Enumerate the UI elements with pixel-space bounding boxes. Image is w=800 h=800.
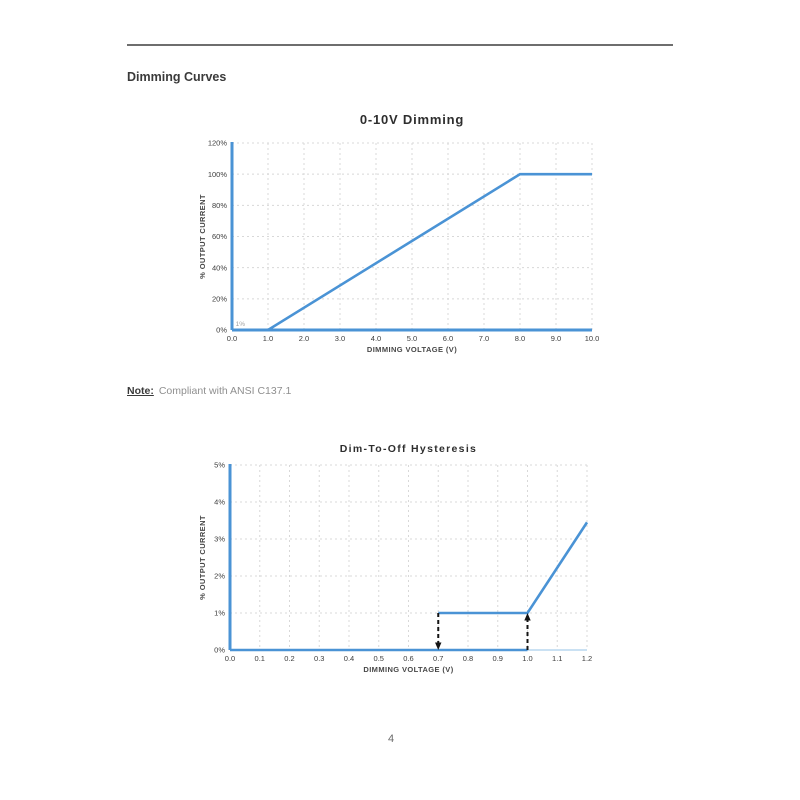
svg-text:1%: 1% [235,321,246,328]
svg-text:% OUTPUT CURRENT: % OUTPUT CURRENT [198,515,207,600]
svg-text:% OUTPUT CURRENT: % OUTPUT CURRENT [198,194,207,279]
svg-text:2.0: 2.0 [298,334,310,343]
dimming-chart-title: 0-10V Dimming [359,112,465,127]
svg-text:0.8: 0.8 [462,654,474,663]
svg-text:10.0: 10.0 [584,334,600,343]
dimming-curve-chart [193,131,613,365]
svg-text:80%: 80% [211,201,227,211]
svg-text:40%: 40% [211,263,227,273]
svg-text:0.9: 0.9 [492,654,503,663]
svg-text:0.1: 0.1 [254,654,265,663]
svg-text:4%: 4% [214,497,225,507]
note-text: Compliant with ANSI C137.1 [158,385,292,397]
svg-text:DIMMING VOLTAGE (V): DIMMING VOLTAGE (V) [366,345,458,354]
svg-text:1.1: 1.1 [552,654,563,663]
svg-text:1.0: 1.0 [522,654,533,663]
svg-text:0.4: 0.4 [343,654,355,663]
svg-text:8.0: 8.0 [514,334,526,343]
svg-text:5%: 5% [214,460,225,470]
note-line [127,385,291,397]
svg-text:1.0: 1.0 [262,334,274,343]
svg-text:5.0: 5.0 [406,334,418,343]
svg-text:0.0: 0.0 [224,654,236,663]
svg-text:6.0: 6.0 [442,334,454,343]
svg-text:0.0: 0.0 [226,334,238,343]
note-label: Note: [127,385,154,397]
svg-text:120%: 120% [207,138,227,148]
svg-text:0.5: 0.5 [373,654,384,663]
page-number: 4 [387,733,395,745]
svg-text:100%: 100% [207,169,227,179]
svg-text:2%: 2% [214,571,225,581]
svg-text:3.0: 3.0 [334,334,346,343]
svg-text:0.2: 0.2 [284,654,295,663]
hysteresis-chart-title: Dim-To-Off Hysteresis [339,443,478,455]
svg-text:1.2: 1.2 [581,654,593,663]
svg-text:0.7: 0.7 [433,654,444,663]
section-heading: Dimming Curves [127,70,227,84]
header-divider [127,44,673,46]
svg-text:1%: 1% [214,608,225,618]
hysteresis-chart [193,455,613,685]
svg-text:0%: 0% [216,325,227,335]
svg-text:3%: 3% [214,534,225,544]
svg-text:60%: 60% [211,232,227,242]
svg-text:0.6: 0.6 [403,654,414,663]
svg-text:4.0: 4.0 [370,334,382,343]
svg-text:7.0: 7.0 [478,334,490,343]
svg-text:20%: 20% [211,294,227,304]
svg-text:0.3: 0.3 [314,654,325,663]
svg-text:9.0: 9.0 [550,334,562,343]
svg-text:DIMMING VOLTAGE (V): DIMMING VOLTAGE (V) [363,665,454,674]
svg-text:0%: 0% [214,645,225,655]
